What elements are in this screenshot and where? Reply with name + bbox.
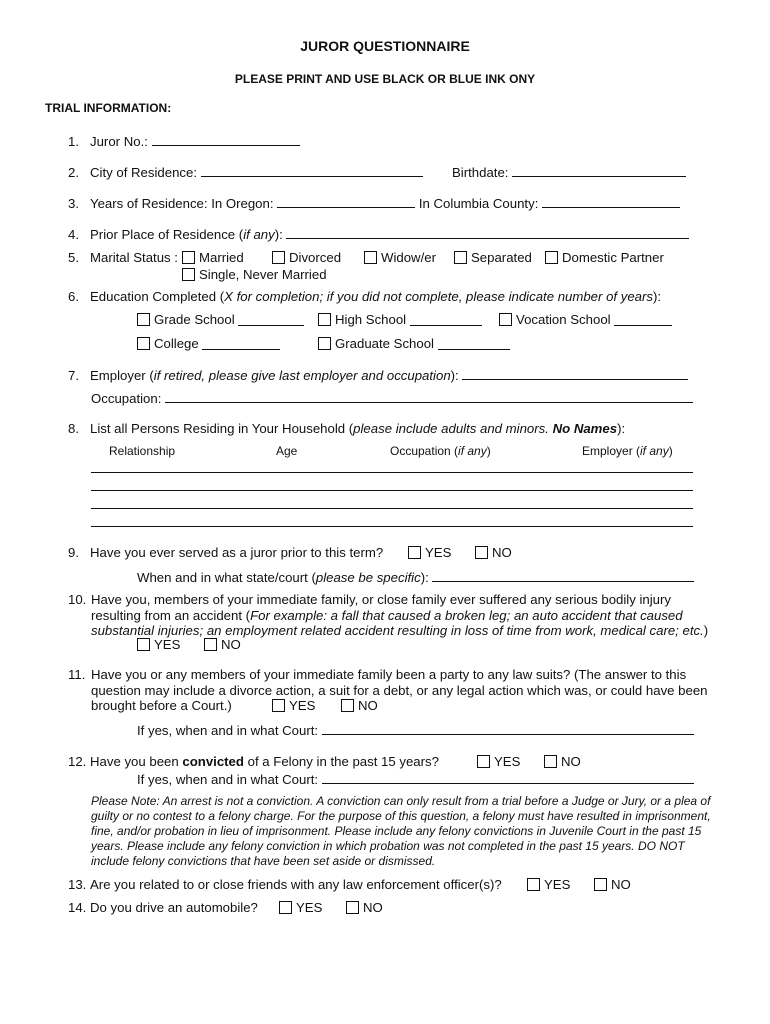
col-employer-label: Employer ( [582,444,641,458]
col-employer-hint: if any [640,444,669,458]
q14-no[interactable] [346,900,383,915]
option-label: Graduate School [335,336,434,351]
col-occupation-label: Occupation ( [390,444,459,458]
checkbox[interactable] [454,251,467,264]
question-8 [68,421,625,436]
high-school-field[interactable] [410,313,482,326]
question-14 [68,900,258,915]
question-number: 9. [68,545,79,560]
q9-sub-hint: please be specific [315,570,421,585]
q11-no[interactable] [341,698,378,713]
grade-school-field[interactable] [238,313,304,326]
col-occupation-hint: if any [458,444,487,458]
option-label: NO [221,637,241,652]
question-number: 14. [68,900,87,915]
col-employer-close: ) [668,444,673,458]
checkbox[interactable] [204,638,217,651]
checkbox[interactable] [137,638,150,651]
checkbox[interactable] [137,337,150,350]
graduate-school-field[interactable] [438,337,510,350]
question-12 [68,754,439,769]
q13-no[interactable] [594,877,631,892]
q9-followup [137,569,694,585]
option-label: College [154,336,199,351]
education-label: Education Completed ( [90,289,225,304]
option-label: High School [335,312,407,327]
q9-yes[interactable] [408,545,451,560]
occupation-label: Occupation: [91,391,162,406]
q12-yes[interactable] [477,754,520,769]
city-field[interactable] [201,164,423,177]
prior-residence-hint: if any [243,227,275,242]
option-high-school[interactable] [318,312,482,327]
checkbox[interactable] [279,901,292,914]
years-oregon-field[interactable] [277,195,415,208]
option-label: NO [363,900,383,915]
q11-court-field[interactable] [322,722,694,735]
option-label: Divorced [289,250,342,265]
col-age: Age [276,444,298,458]
question-9 [68,545,383,560]
birthdate-label: Birthdate: [452,165,509,180]
form-subtitle: PLEASE PRINT AND USE BLACK OR BLUE INK ONY [234,72,536,86]
option-label: Widow/er [381,250,436,265]
option-label: Grade School [154,312,235,327]
col-occupation-close: ) [486,444,491,458]
prior-residence-label: Prior Place of Residence ( [90,227,244,242]
employer-hint: if retired, please give last employer and occupation [153,368,451,383]
option-label: NO [492,545,512,560]
option-label: YES [494,754,521,769]
question-3 [68,195,680,211]
option-label: NO [611,877,631,892]
employer-field[interactable] [462,367,688,380]
option-label: Vocation School [516,312,611,327]
checkbox[interactable] [346,901,359,914]
section-heading: TRIAL INFORMATION: [45,101,172,115]
col-occupation [390,444,491,458]
option-widower[interactable] [364,250,436,265]
q10-hint: For example: a fall that caused a broken leg; an auto accident that caused substantial injuries; an employment related accident resulting in loss of time from work, medical care; etc. [91,607,704,638]
question-7 [68,367,688,383]
checkbox[interactable] [475,546,488,559]
occupation-row [91,390,693,406]
employer-close: ): [450,368,459,383]
col-employer [582,444,673,458]
prior-residence-close: ): [274,227,283,242]
household-line-2[interactable] [91,490,693,491]
option-label: Married [199,250,244,265]
checkbox[interactable] [182,268,195,281]
q9-court-field[interactable] [432,569,694,582]
option-label: Separated [471,250,532,265]
years-county-field[interactable] [542,195,680,208]
option-college[interactable] [137,336,280,351]
question-number: 3. [68,196,79,211]
option-label: YES [154,637,181,652]
q11-sub-label: If yes, when and in what Court: [137,723,319,738]
q13-label: Are you related to or close friends with any law enforcement officer(s)? [90,877,502,892]
prior-residence-field[interactable] [286,226,689,239]
checkbox[interactable] [272,251,285,264]
option-label: YES [289,698,316,713]
years-oregon-label: Years of Residence: In Oregon: [90,196,274,211]
checkbox[interactable] [477,755,490,768]
option-label: Single, Never Married [199,267,327,282]
option-domestic-partner[interactable] [545,250,664,265]
college-field[interactable] [202,337,280,350]
checkbox[interactable] [137,313,150,326]
checkbox[interactable] [544,755,557,768]
city-label: City of Residence: [90,165,198,180]
education-close: ): [652,289,662,304]
household-hint: please include adults and minors. [353,421,549,436]
question-number: 12. [68,754,87,769]
checkbox[interactable] [182,251,195,264]
question-10-number: 10. [68,592,87,607]
option-graduate-school[interactable] [318,336,510,351]
question-number: 13. [68,877,87,892]
question-number: 4. [68,227,79,242]
household-line-4[interactable] [91,526,693,527]
household-no-names: No Names [552,421,618,436]
question-11: Have you or any members of your immediate family been a party to any law suits? (The answer to this question may include a divorce action, a suit for a debt, or any legal action which was, or could have been brought before a Court.) [91,667,708,713]
checkbox[interactable] [499,313,512,326]
option-vocation-school[interactable] [499,312,672,327]
checkbox[interactable] [341,699,354,712]
question-number: 6. [68,289,79,304]
felony-note: Please Note: An arrest is not a conviction. A conviction can only result from a trial before a Judge or Jury, or a plea of guilty or no contest to a felony charge. For the purpose of this question, a felony must have resulted in imprisonment, fine, and/or probation in lieu of imprisonment. Please include any felony convictions in Juvenile Court in the past 15 years. Please include any felony conviction in which probation was not completed in the past 15 years. DO NOT include felony convictions that have been set aside or dismissed. [91,794,711,868]
q10-close: ) [703,623,709,638]
checkbox[interactable] [408,546,421,559]
household-close: ): [617,421,626,436]
option-label: NO [358,698,378,713]
question-10 [91,592,711,639]
juror-no-label: Juror No.: [90,134,148,149]
question-13 [68,877,502,892]
option-label: YES [544,877,571,892]
option-label: YES [296,900,323,915]
question-number: 8. [68,421,79,436]
question-4 [68,226,689,242]
question-number: 2. [68,165,79,180]
question-11-number: 11. [68,667,86,682]
q11-yes[interactable] [272,698,315,713]
q9-sub-label: When and in what state/court ( [137,570,316,585]
years-county-label: In Columbia County: [418,196,539,211]
q14-yes[interactable] [279,900,322,915]
household-line-1[interactable] [91,472,693,473]
q12-sub-label: If yes, when and in what Court: [137,772,319,787]
checkbox[interactable] [318,313,331,326]
q12-no[interactable] [544,754,581,769]
checkbox[interactable] [527,878,540,891]
household-line-3[interactable] [91,508,693,509]
q13-yes[interactable] [527,877,570,892]
birthdate-row [452,164,686,180]
question-number: 7. [68,368,79,383]
col-relationship: Relationship [109,444,176,458]
option-separated[interactable] [454,250,532,265]
question-number: 1. [68,134,79,149]
option-label: YES [425,545,452,560]
household-label: List all Persons Residing in Your Household ( [90,421,354,436]
q12-pre: Have you been [90,754,183,769]
juror-prior-label: Have you ever served as a juror prior to this term? [90,545,384,560]
option-label: NO [561,754,581,769]
option-grade-school[interactable] [137,312,304,327]
q12-court-field[interactable] [322,771,694,784]
q10-text: Have you, members of your immediate family, or close family ever suffered any serious bodily injury resulting from an accident ( [91,592,671,623]
option-divorced[interactable] [272,250,341,265]
juror-no-field[interactable] [152,133,300,146]
q11-followup [137,722,694,738]
checkbox[interactable] [364,251,377,264]
occupation-field[interactable] [165,390,693,403]
form-title: JUROR QUESTIONNAIRE [300,38,470,54]
checkbox[interactable] [272,699,285,712]
education-hint: X for completion; if you did not complete, please indicate number of years [224,289,653,304]
checkbox[interactable] [318,337,331,350]
option-single[interactable] [182,267,327,282]
question-2 [68,164,423,180]
q12-followup [137,771,694,787]
checkbox[interactable] [545,251,558,264]
option-label: Domestic Partner [562,250,664,265]
question-6 [68,289,661,304]
q9-sub-close: ): [420,570,429,585]
q14-label: Do you drive an automobile? [90,900,258,915]
employer-label: Employer ( [90,368,154,383]
checkbox[interactable] [594,878,607,891]
question-5 [68,250,178,265]
marital-label: Marital Status : [90,250,178,265]
q9-no[interactable] [475,545,512,560]
q10-yes[interactable] [137,637,180,652]
option-married[interactable] [182,250,244,265]
question-number: 5. [68,250,79,265]
q12-bold: convicted [182,754,244,769]
question-1 [68,133,300,149]
q10-no[interactable] [204,637,241,652]
birthdate-field[interactable] [512,164,686,177]
q12-post: of a Felony in the past 15 years? [243,754,439,769]
vocation-school-field[interactable] [614,313,672,326]
